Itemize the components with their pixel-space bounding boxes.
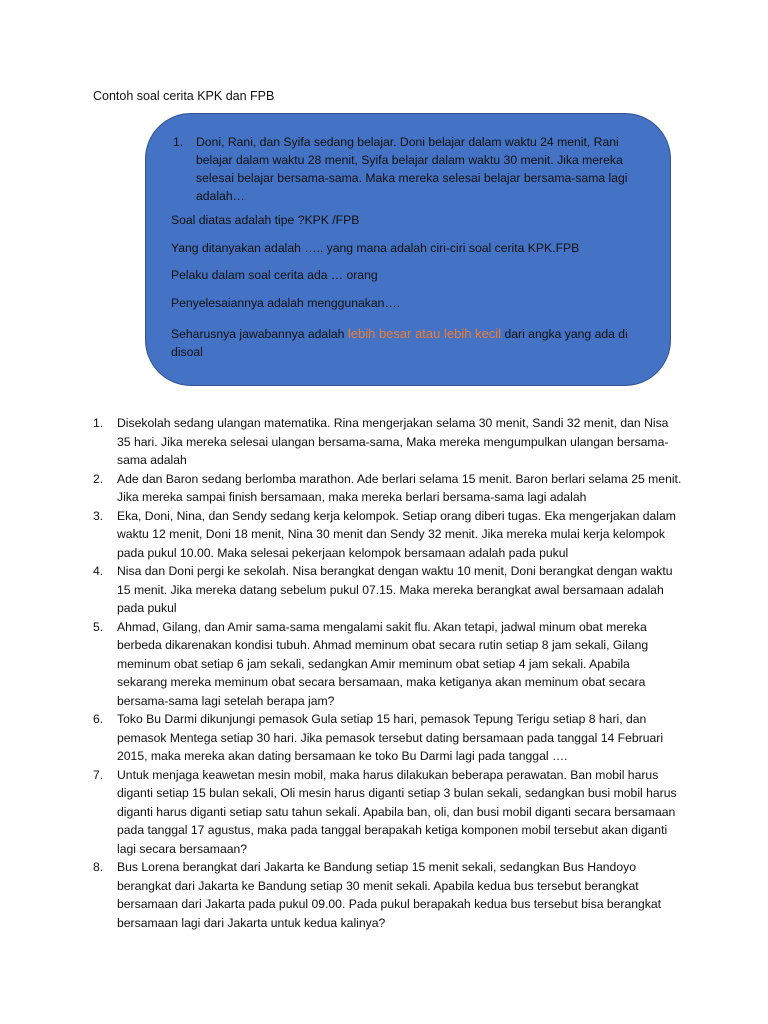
list-item — [93, 470, 683, 507]
list-item — [93, 414, 683, 470]
item-text: Ahmad, Gilang, dan Amir sama-sama mengalami sakit flu. Akan tetapi, jadwal minum obat mereka berbeda dikarenakan kondisi tubuh. Ahmad meminum obat secara rutin setiap 8 jam sekali, Gilang meminum obat setiap 6 jam sekali, sedangkan Amir meminum obat setiap 4 jam sekali. Apabila sekarang mereka meminum obat secara bersamaan, maka ketiganya akan meminum obat secara bersama-sama lagi setelah berapa jam? — [117, 619, 649, 708]
answer-prefix: Seharusnya jawabannya adalah — [171, 327, 348, 341]
example-asked-line: Yang ditanyakan adalah ….. yang mana adalah ciri-ciri soal cerita KPK.FPB — [171, 241, 580, 255]
item-number: 3. — [93, 508, 104, 523]
example-question: Doni, Rani, dan Syifa sedang belajar. Doni belajar dalam waktu 24 menit, Rani belajar dalam waktu 28 menit, Syifa belajar dalam waktu 30 menit. Jika mereka selesai belajar bersama-sama. Maka mereka selesai belajar bersama-sama lagi adalah… — [196, 135, 628, 203]
item-text: Untuk menjaga keawetan mesin mobil, maka harus dilakukan beberapa perawatan. Ban mobil harus diganti setiap 15 bulan sekali, Oli mesin harus diganti setiap 3 bulan sekali, sedangkan busi mobil harus diganti harus diganti setiap satu tahun sekali. Apabila ban, oli, dan busi mobil diganti secara bersamaan pada tanggal 17 agustus, maka pada tanggal berapakah ketiga komponen mobil tersebut akan diganti lagi secara bersamaan? — [117, 767, 677, 856]
item-text: Ade dan Baron sedang berlomba marathon. Ade berlari selama 15 menit. Baron berlari selama 25 menit. Jika mereka sampai finish bersamaan, maka mereka berlari bersama-sama lagi adalah — [117, 471, 682, 504]
list-item — [93, 618, 683, 711]
example-method-line: Penyelesaiannya adalah menggunakan…. — [171, 296, 401, 310]
list-item — [93, 858, 683, 932]
answer-suffix: dari angka yang ada di disoal — [171, 327, 628, 359]
example-answer-line — [171, 325, 641, 361]
item-text: Disekolah sedang ulangan matematika. Rina mengerjakan selama 30 menit, Sandi 32 menit, dan Nisa 35 hari. Jika mereka selesai ulangan bersama-sama, Maka mereka mengumpulkan ulangan bersama-sama adalah — [117, 416, 669, 467]
list-item — [93, 562, 683, 618]
list-item — [93, 507, 683, 563]
item-text: Eka, Doni, Nina, dan Sendy sedang kerja kelompok. Setiap orang diberi tugas. Eka mengerjakan dalam waktu 12 menit, Doni 18 menit, Nina 30 menit dan Sendy 32 menit. Jika mereka mulai kerja kelompok pada pukul 10.00. Maka selesai pekerjaan kelompok bersamaan adalah pada pukul — [117, 508, 676, 560]
problem-list — [93, 414, 683, 932]
item-text: Nisa dan Doni pergi ke sekolah. Nisa berangkat dengan waktu 10 menit, Doni berangkat dengan waktu 15 menit. Jika mereka datang sebelum pukul 07.15. Maka mereka berangkat awal bersamaan adalah pada pukul — [117, 564, 673, 615]
list-item — [93, 710, 683, 766]
example-callout — [145, 113, 671, 386]
item-number: 4. — [93, 564, 104, 578]
example-number: 1. — [173, 135, 184, 149]
item-number: 5. — [93, 619, 104, 634]
example-type-line: Soal diatas adalah tipe ?KPK /FPB — [171, 213, 360, 227]
list-item — [93, 766, 683, 859]
example-actors-line: Pelaku dalam soal cerita ada … orang — [171, 268, 378, 282]
answer-highlight: lebih besar atau lebih kecil — [347, 326, 502, 341]
page-title: Contoh soal cerita KPK dan FPB — [93, 89, 275, 103]
item-number: 7. — [93, 767, 104, 782]
item-number: 2. — [93, 471, 104, 486]
item-number: 8. — [93, 860, 104, 874]
item-number: 6. — [93, 712, 104, 726]
item-text: Toko Bu Darmi dikunjungi pemasok Gula setiap 15 hari, pemasok Tepung Terigu setiap 8 hari, dan pemasok Mentega setiap 30 hari. Jika pemasok tersebut dating bersamaan pada tanggal 14 Februari 2015, maka mereka akan dating bersamaan ke toko Bu Darmi lagi pada tanggal …. — [117, 712, 664, 763]
item-text: Bus Lorena berangkat dari Jakarta ke Bandung setiap 15 menit sekali, sedangkan Bus Handoyo berangkat dari Jakarta ke Bandung setiap 30 menit sekali. Apabila kedua bus tersebut berangkat bersamaan dari Jakarta pada pukul 09.00. Pada pukul berapakah kedua bus tersebut bisa berangkat bersamaan lagi dari Jakarta untuk kedua kalinya? — [117, 860, 662, 930]
item-number: 1. — [93, 416, 104, 430]
